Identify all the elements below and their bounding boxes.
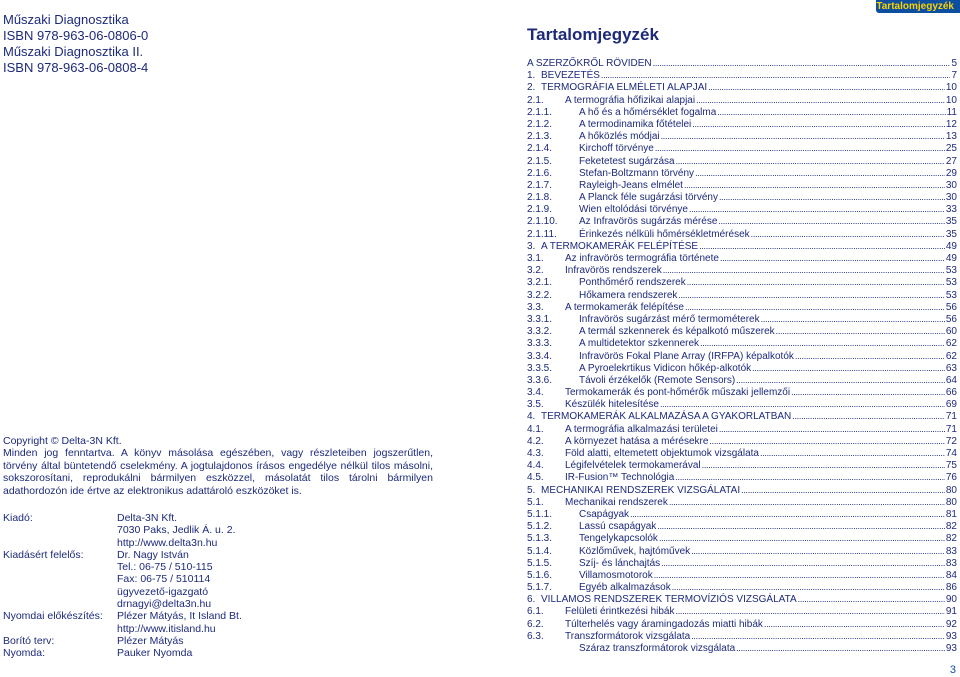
banner-label: Tartalomjegyzék	[876, 1, 954, 12]
publisher-value	[117, 549, 213, 610]
toc-leader	[601, 69, 951, 81]
toc-leader	[661, 557, 945, 569]
publisher-line: Tel.: 06-75 / 510-115	[117, 561, 213, 574]
toc-leader	[663, 264, 945, 276]
toc-title: Száraz transzformátorok vizsgálata	[579, 643, 736, 654]
toc-entry[interactable]	[527, 118, 957, 130]
toc-entry[interactable]	[527, 362, 957, 374]
toc-number: 5.	[527, 484, 536, 496]
toc-title: A Pyroelekrtikus Vidicon hőkép-alkotók	[579, 362, 752, 374]
toc-leader	[792, 410, 945, 422]
toc-title: Mechanikai rendszerek	[565, 496, 668, 508]
toc-title: Az infravörös termográfia története	[565, 253, 719, 264]
copyright-text: Minden jog fenntartva. A könyv másolása egészében, vagy részleteiben jogszerűtlen, törvény által büntetendő cselekmény. A jogtulajdonos írásos engedélye nélkül tilos másolni, sokszorosítani, reprodukálni bármilyen eszközzel, másolatát tilos tárolni bármilyen adathordozón ide értve az elektronikus adattároló eszközöket is.	[3, 447, 433, 497]
toc-leader	[695, 167, 945, 179]
toc-leader	[709, 435, 944, 447]
toc-number: 4.3.	[527, 448, 544, 459]
toc-title: A termál szkennerek és képalkotó műszerek	[579, 326, 775, 338]
toc-page-number: 10	[945, 94, 957, 106]
toc-page-number: 63	[945, 362, 957, 374]
toc-number: 3.2.1.	[527, 277, 553, 289]
toc-leader	[719, 423, 945, 435]
toc-title: Villamosmotorok	[579, 569, 653, 581]
toc-page-number: 93	[945, 643, 957, 654]
toc-entry[interactable]	[527, 374, 957, 386]
toc-leader	[764, 618, 945, 630]
publisher-value	[117, 635, 184, 647]
toc-entry[interactable]	[527, 179, 957, 191]
toc-page-number: 81	[945, 508, 957, 520]
toc-page-number: 35	[945, 228, 957, 240]
toc-entry[interactable]	[527, 313, 957, 325]
toc-page-number: 83	[945, 557, 957, 569]
toc-number: 3.3.	[527, 301, 544, 313]
toc-leader	[657, 520, 945, 532]
toc-number: 3.2.	[527, 265, 544, 277]
toc-entry[interactable]	[527, 325, 957, 337]
toc-title: Transzformátorok vizsgálata	[565, 630, 691, 642]
toc-leader	[718, 215, 944, 227]
toc-title: Wien eltolódási törvénye	[579, 204, 688, 216]
toc-title: Stefan-Boltzmann törvény	[579, 167, 695, 179]
toc-entry[interactable]	[527, 459, 957, 471]
toc-leader	[720, 252, 945, 264]
toc-page-number: 30	[945, 179, 957, 191]
toc-entry[interactable]	[527, 435, 957, 447]
toc-leader	[752, 362, 945, 374]
toc-page-number: 13	[945, 131, 957, 143]
toc-number: 5.1.2.	[527, 521, 553, 533]
toc-entry[interactable]	[527, 642, 957, 654]
publisher-label: Kiadó:	[3, 512, 33, 524]
toc-leader	[696, 94, 945, 106]
toc-number: 5.1.5.	[527, 557, 553, 569]
toc-page-number: 62	[945, 350, 957, 362]
toc-page-number: 11	[946, 106, 957, 118]
book-line: ISBN 978-963-06-0808-4	[3, 60, 149, 75]
toc-entry[interactable]	[527, 203, 957, 215]
toc-number: 2.1.10.	[527, 216, 558, 228]
toc-entry[interactable]	[527, 398, 957, 410]
toc-page-number: 53	[945, 277, 957, 289]
toc-number: 4.5.	[527, 472, 544, 484]
toc-number: 3.5.	[527, 399, 544, 411]
toc-number: 6.1.	[527, 606, 544, 618]
toc-leader	[719, 191, 945, 203]
book-line: Műszaki Diagnosztika	[3, 12, 129, 27]
toc-entry[interactable]	[527, 240, 957, 252]
toc-title: MECHANIKAI RENDSZEREK VIZSGÁLATAI	[541, 484, 741, 496]
toc-entry[interactable]	[527, 142, 957, 154]
toc-page-number: 5	[951, 58, 957, 69]
toc-title: VILLAMOS RENDSZEREK TERMOVÍZIÓS VIZSGÁLATA	[541, 594, 797, 606]
toc-leader	[678, 289, 945, 301]
toc-title: A TERMOKAMERÁK FELÉPÍTÉSE	[541, 240, 699, 252]
toc-entry[interactable]	[527, 81, 957, 93]
toc-page-number: 72	[945, 435, 957, 447]
toc-leader	[661, 130, 945, 142]
toc-number: 5.1.	[527, 496, 544, 508]
toc-leader	[736, 642, 945, 654]
toc-number: 5.1.1.	[527, 508, 553, 520]
toc-leader	[741, 484, 945, 496]
toc-page-number: 12	[945, 118, 957, 130]
toc-page-number: 82	[945, 521, 957, 533]
toc-page-number: 64	[945, 374, 957, 386]
toc-number: 2.	[527, 82, 536, 94]
section-banner	[876, 0, 960, 13]
toc-entry[interactable]	[527, 215, 957, 227]
toc-number: 3.3.2.	[527, 326, 553, 338]
toc-entry[interactable]	[527, 252, 957, 264]
table-of-contents	[527, 57, 957, 654]
toc-page-number: 27	[945, 155, 957, 167]
toc-entry[interactable]	[527, 228, 957, 240]
toc-leader	[669, 496, 945, 508]
publisher-row	[3, 512, 242, 549]
toc-page-number: 80	[945, 496, 957, 508]
publisher-label: Nyomdai előkészítés:	[3, 610, 103, 623]
toc-title: Szíj- és lánchajtás	[579, 557, 661, 569]
publisher-row	[3, 610, 242, 635]
toc-number: 2.1.	[527, 94, 544, 106]
publisher-value	[117, 512, 235, 549]
toc-page-number: 74	[945, 448, 957, 459]
toc-title: Lassú csapágyak	[579, 521, 657, 533]
toc-title: IR-Fusion™ Technológia	[565, 472, 675, 484]
toc-leader	[691, 630, 945, 642]
toc-number: 2.1.8.	[527, 192, 553, 204]
toc-leader	[685, 301, 945, 313]
toc-entry[interactable]	[527, 167, 957, 179]
toc-page-number: 80	[945, 484, 957, 496]
toc-title: Tengelykapcsolók	[579, 533, 658, 545]
toc-number: 3.	[527, 240, 536, 252]
toc-title: Csapágyak	[579, 508, 630, 520]
toc-page-number: 71	[945, 423, 957, 435]
toc-number: 4.4.	[527, 460, 544, 472]
toc-title: Érinkezés nélküli hőmérsékletmérések	[579, 228, 750, 240]
toc-entry[interactable]	[527, 520, 957, 532]
toc-leader	[655, 142, 945, 154]
toc-page-number: 30	[945, 192, 957, 204]
publisher-line[interactable]: drnagyi@delta3n.hu	[117, 598, 212, 611]
toc-number: 2.1.5.	[527, 155, 553, 167]
toc-entry[interactable]	[527, 630, 957, 642]
toc-leader	[676, 155, 945, 167]
toc-number: 2.1.9.	[527, 204, 553, 216]
toc-page-number: 56	[945, 301, 957, 313]
toc-title: BEVEZETÉS	[541, 70, 600, 82]
toc-page	[527, 0, 960, 677]
toc-page-number: 86	[945, 582, 957, 594]
toc-title: Termokamerák és pont-hőmérők műszaki jellemzői	[565, 387, 791, 399]
toc-leader	[776, 325, 945, 337]
toc-page-number: 92	[945, 618, 957, 630]
toc-entry[interactable]	[527, 423, 957, 435]
toc-leader	[795, 350, 945, 362]
toc-title: Közlőművek, hajtóművek	[579, 545, 691, 557]
book-line: Műszaki Diagnosztika II.	[3, 44, 144, 59]
toc-number: 2.1.11.	[527, 228, 557, 240]
publisher-row	[3, 647, 242, 659]
toc-page-number: 53	[945, 289, 957, 301]
toc-page-number: 69	[945, 399, 957, 411]
toc-page-number: 76	[945, 472, 957, 484]
toc-leader	[659, 532, 945, 544]
toc-leader	[654, 569, 945, 581]
publisher-line: Fax: 06-75 / 510114	[117, 573, 211, 586]
toc-title: A multidetektor szkennerek	[579, 338, 700, 350]
isbn-block	[3, 12, 148, 76]
toc-page-number: 91	[945, 606, 957, 618]
toc-title: A termográfia hőfizikai alapjai	[565, 94, 696, 106]
toc-title: A termodinamika főtételei	[579, 118, 692, 130]
toc-entry[interactable]	[527, 569, 957, 581]
toc-entry[interactable]	[527, 57, 957, 69]
toc-leader	[760, 447, 945, 459]
toc-entry[interactable]	[527, 264, 957, 276]
publisher-row	[3, 549, 242, 610]
toc-title: Rayleigh-Jeans elmélet	[579, 179, 683, 191]
toc-title: Feketetest sugárzása	[579, 155, 675, 167]
toc-entry[interactable]	[527, 301, 957, 313]
toc-leader	[699, 240, 945, 252]
publisher-label: Kiadásért felelős:	[3, 548, 84, 561]
book-line: ISBN 978-963-06-0806-0	[3, 28, 149, 43]
publisher-line: Pauker Nyomda	[117, 647, 193, 660]
toc-leader	[675, 471, 945, 483]
toc-number: 3.3.4.	[527, 350, 553, 362]
toc-title: A termokamerák felépítése	[565, 301, 684, 313]
toc-entry[interactable]	[527, 508, 957, 520]
toc-number: 6.3.	[527, 630, 544, 642]
toc-entry[interactable]	[527, 410, 957, 422]
publisher-value	[117, 610, 242, 635]
toc-entry[interactable]	[527, 191, 957, 203]
toc-page-number: 7	[951, 70, 957, 82]
toc-number: 1.	[527, 70, 536, 82]
toc-page-number: 49	[945, 240, 957, 252]
toc-title: A Planck féle sugárzási törvény	[579, 192, 718, 204]
toc-number: 3.3.1.	[527, 313, 553, 325]
toc-entry[interactable]	[527, 605, 957, 617]
toc-leader	[700, 337, 945, 349]
toc-leader	[630, 508, 945, 520]
toc-number: 3.2.2.	[527, 289, 553, 301]
toc-entry[interactable]	[527, 337, 957, 349]
toc-page-number: 66	[945, 387, 957, 399]
toc-title: Infravörös sugárzást mérő termométerek	[579, 313, 760, 325]
publisher-line: Plézer Mátyás, It Island Bt.	[117, 610, 242, 623]
publisher-line: Plézer Mátyás	[117, 634, 184, 647]
toc-leader	[689, 203, 945, 215]
toc-entry[interactable]	[527, 496, 957, 508]
toc-page-number: 53	[945, 265, 957, 277]
toc-entry[interactable]	[527, 581, 957, 593]
toc-title: A környezet hatása a mérésekre	[565, 435, 709, 447]
toc-page-number: 71	[945, 411, 957, 423]
publisher-info	[3, 512, 242, 660]
toc-leader	[702, 459, 945, 471]
toc-leader	[798, 593, 945, 605]
toc-entry[interactable]	[527, 618, 957, 630]
toc-leader	[672, 581, 945, 593]
toc-number: 2.1.7.	[527, 179, 553, 191]
toc-title: TERMOKAMERÁK ALKALMAZÁSA A GYAKORLATBAN	[541, 411, 792, 423]
toc-page-number: 83	[945, 545, 957, 557]
toc-entry[interactable]	[527, 350, 957, 362]
toc-entry[interactable]	[527, 484, 957, 496]
toc-entry[interactable]	[527, 471, 957, 483]
toc-title: Ponthőmérő rendszerek	[579, 277, 686, 289]
toc-page-number: 35	[945, 216, 957, 228]
toc-leader	[708, 81, 945, 93]
toc-title: Infravörös Fokal Plane Array (IRFPA) képalkotók	[579, 350, 794, 362]
toc-title: Hőkamera rendszerek	[579, 289, 678, 301]
copyright-heading: Copyright © Delta-3N Kft.	[3, 435, 122, 447]
toc-leader	[676, 605, 945, 617]
toc-title: Egyéb alkalmazások	[579, 582, 671, 594]
toc-entry[interactable]	[527, 545, 957, 557]
toc-page-number: 49	[945, 253, 957, 264]
toc-page-number: 84	[945, 569, 957, 581]
toc-number: 4.	[527, 411, 536, 423]
toc-title: Az Infravörös sugárzás mérése	[579, 216, 718, 228]
toc-entry[interactable]	[527, 69, 957, 81]
publisher-line: 7030 Paks, Jedlik Á. u. 2.	[117, 524, 236, 537]
publisher-line: Dr. Nagy István	[117, 548, 189, 561]
toc-number: 5.1.3.	[527, 533, 553, 545]
toc-title: TERMOGRÁFIA ELMÉLETI ALAPJAI	[541, 82, 708, 94]
page-title: Tartalomjegyzék	[527, 25, 659, 44]
toc-leader	[684, 179, 945, 191]
toc-title: Föld alatti, eltemetett objektumok vizsgálata	[565, 448, 759, 459]
toc-number: 2.1.3.	[527, 131, 553, 143]
publisher-value	[117, 647, 192, 659]
toc-number: 2.1.6.	[527, 167, 553, 179]
toc-leader	[687, 276, 945, 288]
toc-number: 3.4.	[527, 387, 544, 399]
toc-title: A termográfia alkalmazási területei	[565, 423, 718, 435]
toc-page-number: 56	[945, 313, 957, 325]
toc-leader	[751, 228, 945, 240]
toc-entry[interactable]	[527, 557, 957, 569]
toc-page-number: 93	[945, 630, 957, 642]
toc-entry[interactable]	[527, 386, 957, 398]
toc-number: 3.1.	[527, 253, 544, 264]
toc-leader	[736, 374, 945, 386]
toc-title: Készülék hitelesítése	[565, 399, 659, 411]
publisher-line: Delta-3N Kft.	[117, 512, 178, 524]
publisher-line: ügyvezető-igazgató	[117, 585, 209, 598]
toc-title: Felületi érintkezési hibák	[565, 606, 675, 618]
toc-number: 6.2.	[527, 618, 544, 630]
toc-number: 5.1.7.	[527, 582, 553, 594]
toc-page-number: 62	[945, 338, 957, 350]
publisher-label: Borító terv:	[3, 634, 55, 647]
toc-title: A hő és a hőmérséklet fogalma	[579, 106, 717, 118]
toc-entry[interactable]	[527, 447, 957, 459]
publisher-line[interactable]: http://www.delta3n.hu	[117, 536, 218, 549]
toc-leader	[717, 106, 945, 118]
toc-number: 2.1.4.	[527, 143, 553, 155]
toc-leader	[692, 118, 945, 130]
toc-leader	[791, 386, 945, 398]
toc-page-number: 10	[945, 82, 957, 94]
toc-leader	[761, 313, 945, 325]
toc-page-number: 29	[945, 167, 957, 179]
publisher-line[interactable]: http://www.itisland.hu	[117, 622, 216, 635]
toc-page-number: 75	[945, 460, 957, 472]
toc-title: Távoli érzékelők (Remote Sensors)	[579, 374, 736, 386]
toc-number: 5.1.4.	[527, 545, 553, 557]
toc-title: Légifelvételek termokamerával	[565, 460, 701, 472]
toc-number: 3.3.5.	[527, 362, 553, 374]
toc-leader	[653, 57, 951, 69]
toc-entry[interactable]	[527, 276, 957, 288]
page-number: 3	[949, 664, 956, 676]
toc-number: 4.2.	[527, 435, 544, 447]
toc-entry[interactable]	[527, 155, 957, 167]
toc-leader	[660, 398, 945, 410]
toc-number: 4.1.	[527, 423, 544, 435]
toc-number: 6.	[527, 594, 536, 606]
toc-title: A hőközlés módjai	[579, 131, 660, 143]
toc-title: Infravörös rendszerek	[565, 265, 662, 277]
toc-entry[interactable]	[527, 289, 957, 301]
toc-entry[interactable]	[527, 532, 957, 544]
toc-title: A SZERZŐKRŐL RÖVIDEN	[527, 58, 652, 69]
toc-number: 3.3.6.	[527, 374, 553, 386]
toc-entry[interactable]	[527, 94, 957, 106]
toc-number: 3.3.3.	[527, 338, 553, 350]
toc-page-number: 33	[945, 204, 957, 216]
toc-page-number: 90	[945, 594, 957, 606]
copyright-block	[3, 435, 433, 497]
toc-entry[interactable]	[527, 130, 957, 142]
toc-page-number: 60	[945, 326, 957, 338]
publisher-row	[3, 635, 242, 647]
toc-entry[interactable]	[527, 106, 957, 118]
toc-title: Kirchoff törvénye	[579, 143, 654, 155]
toc-number: 5.1.6.	[527, 569, 553, 581]
toc-leader	[691, 545, 945, 557]
toc-title: Túlterhelés vagy áramingadozás miatti hibák	[565, 618, 763, 630]
toc-entry[interactable]	[527, 593, 957, 605]
toc-page-number: 82	[945, 533, 957, 545]
toc-number: 2.1.2.	[527, 118, 553, 130]
toc-page-number: 25	[945, 143, 957, 155]
toc-number: 2.1.1.	[527, 106, 553, 118]
publisher-label: Nyomda:	[3, 647, 46, 660]
